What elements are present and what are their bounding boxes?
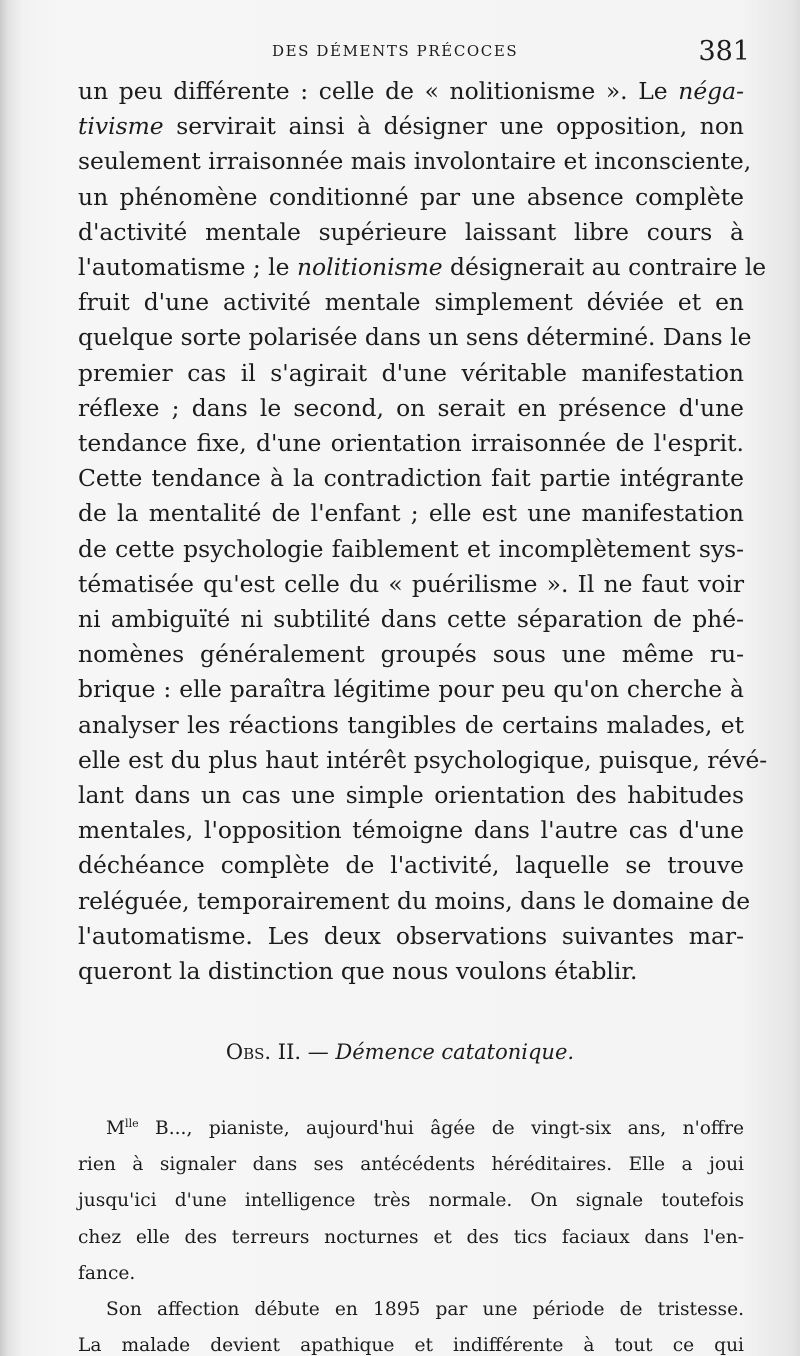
text-line	[78, 109, 744, 144]
text-run: l'automatisme ; le	[78, 253, 297, 282]
observation-dash: —	[301, 1040, 336, 1064]
text-run: de cette psychologie faiblement et incomplètement sys-	[78, 534, 744, 563]
text-line	[78, 672, 744, 707]
page-header	[80, 36, 750, 76]
case-paragraph	[78, 1108, 744, 1356]
text-line	[78, 250, 767, 285]
case-text-run: fance.	[78, 1262, 136, 1284]
text-line	[78, 884, 751, 919]
text-run: un phénomène conditionné par une absence complète	[78, 182, 744, 211]
text-run: analyser les réactions tangibles de certains malades, et	[78, 710, 744, 739]
text-line	[78, 391, 744, 426]
text-run: désignerait au contraire le	[442, 253, 767, 282]
main-paragraph	[78, 74, 768, 989]
observation-label: Obs. II.	[225, 1040, 302, 1064]
text-line	[78, 743, 768, 778]
text-line	[78, 813, 744, 848]
observation-heading	[0, 1040, 800, 1064]
page-number: 381	[698, 36, 750, 67]
case-text-run: jusqu'ici d'une intelligence très normale. On signale toutefois	[78, 1190, 744, 1212]
text-line	[78, 180, 744, 215]
text-line	[78, 532, 744, 567]
text-run: nomènes généralement groupés sous une même ru-	[78, 640, 744, 669]
text-line	[78, 496, 744, 531]
case-text-run: chez elle des terreurs nocturnes et des tics faciaux dans l'en-	[78, 1226, 744, 1248]
text-run: premier cas il s'agirait d'une véritable manifestation	[78, 358, 744, 387]
text-run: de la mentalité de l'enfant ; elle est une manifestation	[78, 499, 744, 528]
case-superscript: lle	[125, 1117, 139, 1130]
case-line	[78, 1325, 744, 1356]
text-run: mentales, l'opposition témoigne dans l'autre cas d'une	[78, 816, 744, 845]
text-line	[78, 215, 744, 250]
observation-title: Démence catatonique.	[335, 1040, 575, 1064]
text-run: reléguée, temporairement du moins, dans le domaine de	[78, 886, 751, 915]
case-text-run: Son affection débute en 1895 par une période de tristesse.	[106, 1299, 744, 1321]
text-run: queront la distinction que nous voulons établir.	[78, 957, 638, 986]
text-line	[78, 637, 744, 672]
case-text-run: rien à signaler dans ses antécédents héréditaires. Elle a joui	[78, 1154, 744, 1176]
text-line	[78, 285, 744, 320]
text-line	[78, 954, 744, 989]
text-line	[78, 320, 752, 355]
text-line	[78, 919, 744, 954]
text-run: Cette tendance à la contradiction fait partie intégrante	[78, 464, 744, 493]
case-prefix: M	[106, 1118, 126, 1140]
text-line	[78, 426, 744, 461]
case-text-run: La malade devient apathique et indifférente à tout ce qui	[78, 1335, 744, 1356]
running-title: DES DÉMENTS PRÉCOCES	[272, 42, 519, 60]
text-line	[78, 356, 744, 391]
text-run: elle est du plus haut intérêt psychologique, puisque, révé-	[78, 745, 768, 774]
case-line	[78, 1217, 744, 1253]
text-line	[78, 144, 752, 179]
text-line	[78, 708, 744, 743]
text-line	[78, 567, 744, 602]
text-run: quelque sorte polarisée dans un sens déterminé. Dans le	[78, 323, 752, 352]
text-line	[78, 602, 744, 637]
text-run: brique : elle paraîtra légitime pour peu qu'on cherche à	[78, 675, 744, 704]
text-line	[78, 778, 744, 813]
text-run: tendance fixe, d'une orientation irraisonnée de l'esprit.	[78, 429, 744, 458]
text-run: l'automatisme. Les deux observations suivantes mar-	[78, 921, 744, 950]
case-line	[78, 1108, 744, 1144]
case-line	[78, 1253, 744, 1289]
text-line	[78, 74, 744, 109]
text-run: fruit d'une activité mentale simplement déviée et en	[78, 288, 744, 317]
text-run: un peu différente : celle de « nolitionisme ». Le	[78, 77, 679, 105]
text-run: déchéance complète de l'activité, laquelle se trouve	[78, 851, 744, 880]
text-run: seulement irraisonnée mais involontaire et inconsciente,	[78, 147, 752, 176]
case-line	[78, 1289, 744, 1325]
case-line	[78, 1144, 744, 1180]
case-line	[78, 1180, 744, 1216]
text-run: servirait ainsi à désigner une opposition, non	[163, 112, 744, 141]
text-run: réflexe ; dans le second, on serait en présence d'une	[78, 393, 744, 422]
italic-term: tivisme	[78, 112, 164, 141]
italic-term: néga-	[678, 77, 744, 105]
italic-term: nolitionisme	[296, 253, 443, 282]
text-run: d'activité mentale supérieure laissant libre cours à	[78, 217, 744, 246]
text-line	[78, 848, 744, 883]
text-run: tématisée qu'est celle du « puérilisme ». Il ne faut voir	[78, 569, 744, 598]
text-run: lant dans un cas une simple orientation des habitudes	[78, 781, 744, 810]
text-run: ni ambiguïté ni subtilité dans cette séparation de phé-	[78, 605, 744, 634]
case-text-run: B..., pianiste, aujourd'hui âgée de vingt-six ans, n'offre	[138, 1118, 744, 1140]
text-line	[78, 461, 744, 496]
